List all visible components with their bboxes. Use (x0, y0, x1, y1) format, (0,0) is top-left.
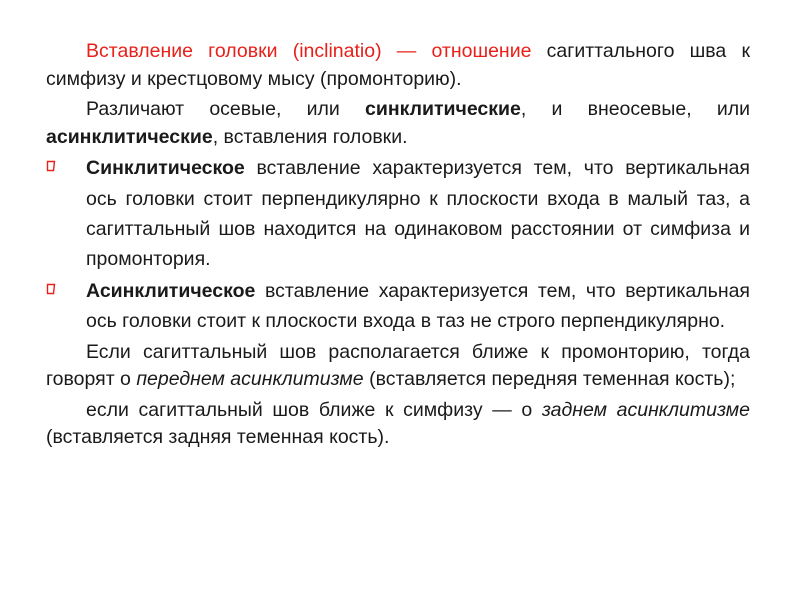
term-synclitic: синклитические (364, 98, 521, 121)
anterior-text-1: Если сагиттальный шов располагается ближе к промонторию, тогда говорят о (46, 340, 750, 391)
term-posterior-asynclitism: заднем асинклитизме (541, 398, 750, 421)
types-text-2: , и внеосевые, или (520, 98, 751, 121)
paragraph-posterior-asynclitism (46, 397, 750, 452)
definition-text: сагиттального шва к симфизу и крестцовому мысу (промонторию). (46, 40, 750, 90)
posterior-text-1: если сагиттальный шов ближе к симфизу — о (86, 398, 542, 421)
types-text-3: , вставления головки. (212, 125, 408, 148)
bullet-synclitic-term: Синклитическое (86, 157, 245, 180)
posterior-text-2: (вставляется задняя теменная кость). (46, 426, 390, 449)
paragraph-definition (46, 38, 750, 93)
hollow-square-bullet-icon (46, 160, 56, 172)
anterior-text-2: (вставляется передняя теменная кость); (363, 368, 736, 391)
hollow-square-bullet-icon (46, 283, 56, 295)
paragraph-anterior-asynclitism (46, 339, 750, 394)
bullet-synclitic (46, 153, 750, 274)
term-anterior-asynclitism: переднем асинклитизме (136, 368, 364, 391)
types-text-1: Различают осевые, или (86, 98, 365, 121)
bullet-asynclitic (46, 276, 750, 336)
bullet-synclitic-text: вставление характеризуется тем, что вертикальная ось головки стоит перпендикулярно к плоскости входа в малый таз, а сагиттальный шов находится на одинаковом расстоянии от симфиза и промонтория. (86, 157, 750, 270)
bullet-asynclitic-term: Асинклитическое (86, 280, 256, 303)
definition-term: Вставление головки (inclinatio) — отношение (86, 40, 532, 62)
term-asynclitic: асинклитические (46, 125, 213, 148)
bullet-asynclitic-text: вставление характеризуется тем, что вертикальная ось головки стоит к плоскости входа в таз не строго перпендикулярно. (86, 280, 750, 333)
paragraph-types (46, 96, 750, 151)
